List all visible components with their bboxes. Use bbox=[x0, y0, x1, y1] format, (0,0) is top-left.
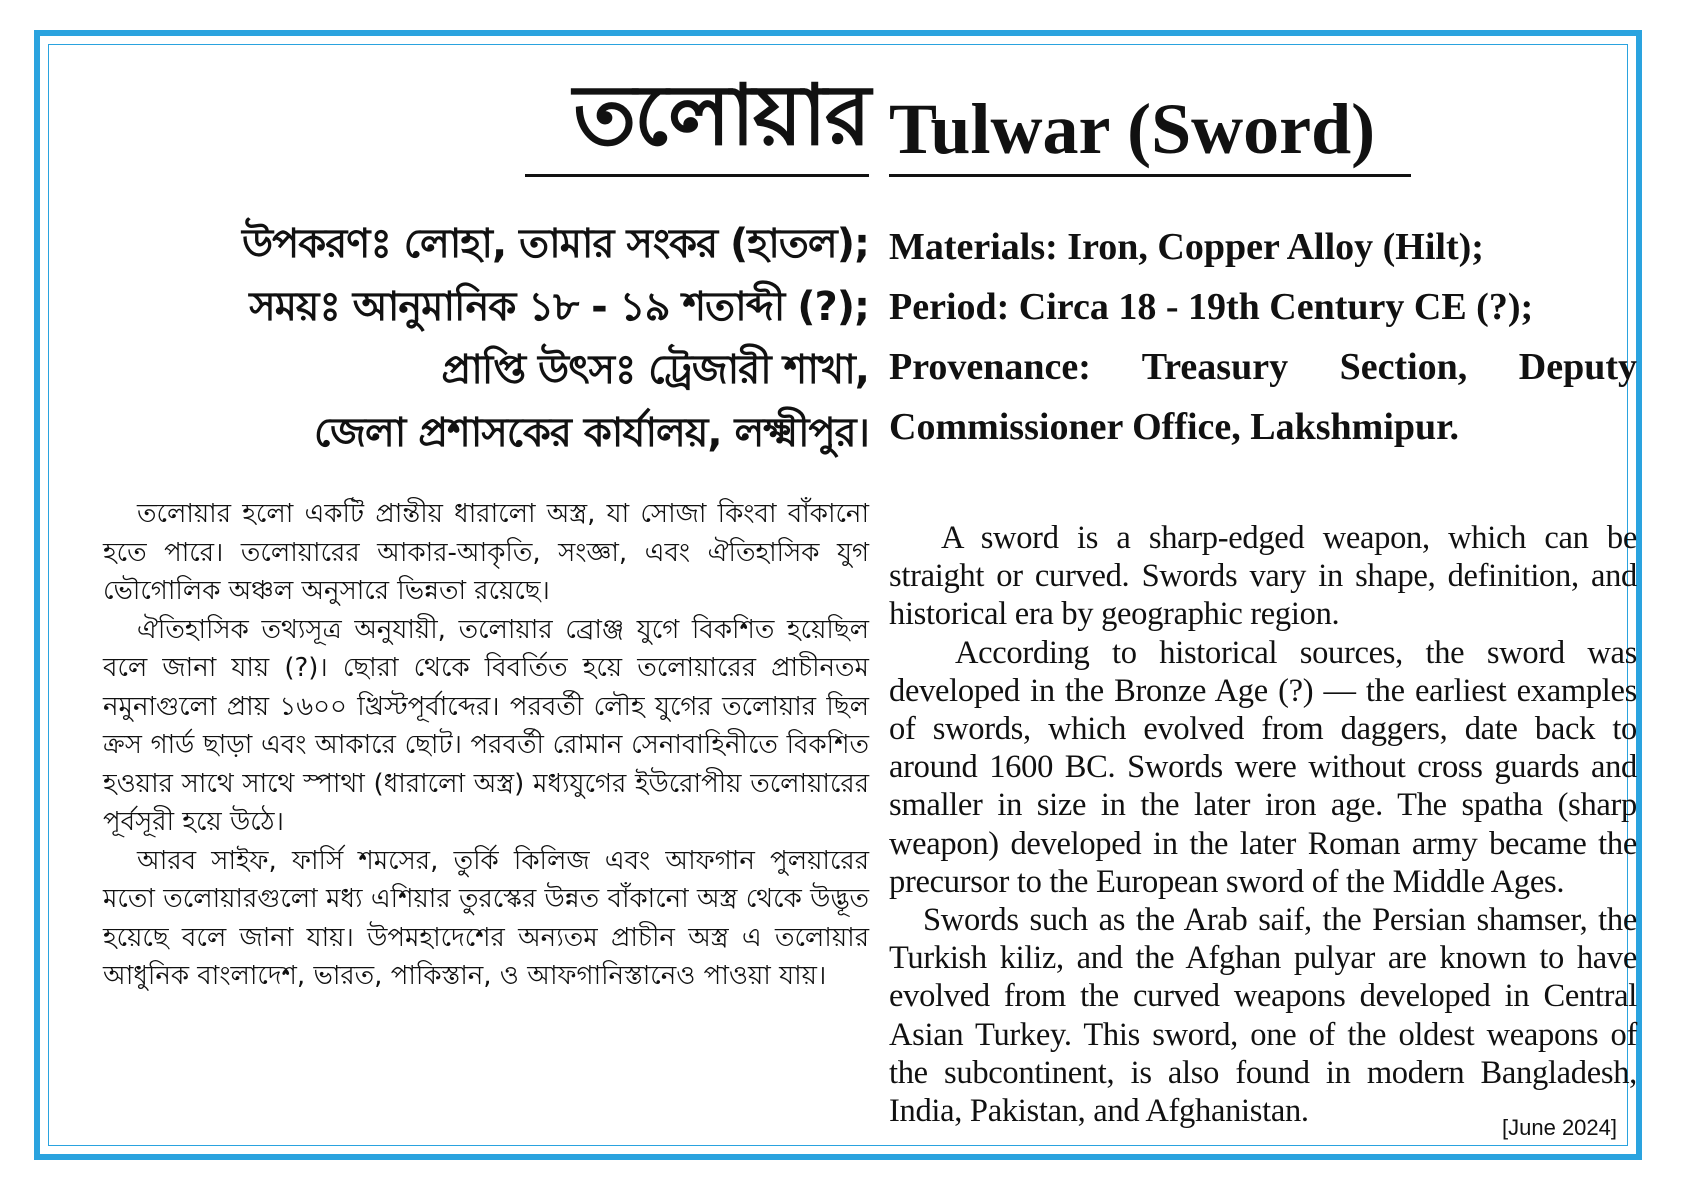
bengali-description bbox=[103, 495, 869, 996]
bengali-title: তলোয়ার bbox=[573, 66, 869, 164]
english-paragraph: According to historical sources, the sword was developed in the Bronze Age (?) — the earliest examples of swords, which evolved from daggers, date back to around 1600 BC. Swords were without cross guards and smaller in size in the later iron age. The spatha (sharp weapon) developed in the later Roman army became the precursor to the European sword of the Middle Ages. bbox=[889, 634, 1637, 900]
bengali-metadata bbox=[69, 213, 869, 465]
bengali-column bbox=[69, 45, 869, 1145]
label-panel bbox=[48, 44, 1637, 1146]
english-paragraph: Swords such as the Arab saif, the Persian shamser, the Turkish kiliz, and the Afghan pulyar are known to have evolved from the curved weapons developed in Central Asian Turkey. This sword, one of the oldest weapons of the subcontinent, is also found in modern Bangladesh, India, Pakistan, and Afghanistan. bbox=[889, 902, 1637, 1130]
english-period: Period: Circa 18 - 19th Century CE (?); bbox=[889, 286, 1534, 328]
bengali-period: সময়ঃ আনুমানিক ১৮ - ১৯ শতাব্দী (?); bbox=[249, 284, 869, 330]
bengali-paragraph: তলোয়ার হলো একটি প্রান্তীয় ধারালো অস্ত্র, যা সোজা কিংবা বাঁকানো হতে পারে। তলোয়ারের আকার-আকৃতি, সংজ্ঞা, এবং ঐতিহাসিক যুগ ভৌগোলিক অঞ্চল অনুসারে ভিন্নতা রয়েছে। bbox=[103, 499, 869, 606]
english-title: Tulwar (Sword) bbox=[889, 89, 1376, 169]
english-materials: Materials: Iron, Copper Alloy (Hilt); bbox=[889, 226, 1484, 268]
english-provenance-line-1: Provenance: Treasury Section, Deputy bbox=[889, 346, 1637, 388]
bengali-title-underline bbox=[525, 174, 869, 177]
english-title-underline bbox=[889, 174, 1411, 177]
bengali-materials: উপকরণঃ লোহা, তামার সংকর (হাতল); bbox=[242, 221, 869, 267]
english-description bbox=[889, 519, 1637, 1130]
english-paragraph: A sword is a sharp-edged weapon, which can be straight or curved. Swords vary in shape, definition, and historical era by geographic region. bbox=[889, 520, 1637, 633]
english-provenance-line-2: Commissioner Office, Lakshmipur. bbox=[889, 406, 1460, 448]
bengali-paragraph: আরব সাইফ, ফার্সি শমসের, তুর্কি কিলিজ এবং আফগান পুলয়ারের মতো তলোয়ারগুলো মধ্য এশিয়ার তুরস্কের উন্নত বাঁকানো অস্ত্র থেকে উদ্ভূত হয়েছে বলে জানা যায়। উপমহাদেশের অন্যতম প্রাচীন অস্ত্র এ তলোয়ার আধুনিক বাংলাদেশ, ভারত, পাকিস্তান, ও আফগানিস্তানেও পাওয়া যায়। bbox=[103, 845, 869, 991]
label-panel-border bbox=[34, 30, 1642, 1160]
bengali-provenance-line-1: প্রাপ্তি উৎসঃ ট্রেজারী শাখা, bbox=[441, 347, 869, 393]
bengali-paragraph: ঐতিহাসিক তথ্যসূত্র অনুযায়ী, তলোয়ার ব্রোঞ্জ যুগে বিকশিত হয়েছিল বলে জানা যায় (?)। ছোরা থেকে বিবর্তিত হয়ে তলোয়ারের প্রাচীনতম নমুনাগুলো প্রায় ১৬০০ খ্রিস্টপূর্বাব্দের। পরবর্তী লৌহ যুগের তলোয়ার ছিল ক্রস গার্ড ছাড়া এবং আকারে ছোট। পরবর্তী রোমান সেনাবাহিনীতে বিকশিত হওয়ার সাথে সাথে স্পাথা (ধারালো অস্ত্র) মধ্যযুগের ইউরোপীয় তলোয়ারের পূর্বসূরী হয়ে উঠে। bbox=[103, 614, 869, 837]
date-stamp: [June 2024] bbox=[1502, 1115, 1617, 1140]
english-column bbox=[879, 45, 1637, 1145]
bengali-provenance-line-2: জেলা প্রশাসকের কার্যালয়, লক্ষ্মীপুর। bbox=[313, 410, 869, 456]
english-metadata bbox=[889, 217, 1637, 457]
